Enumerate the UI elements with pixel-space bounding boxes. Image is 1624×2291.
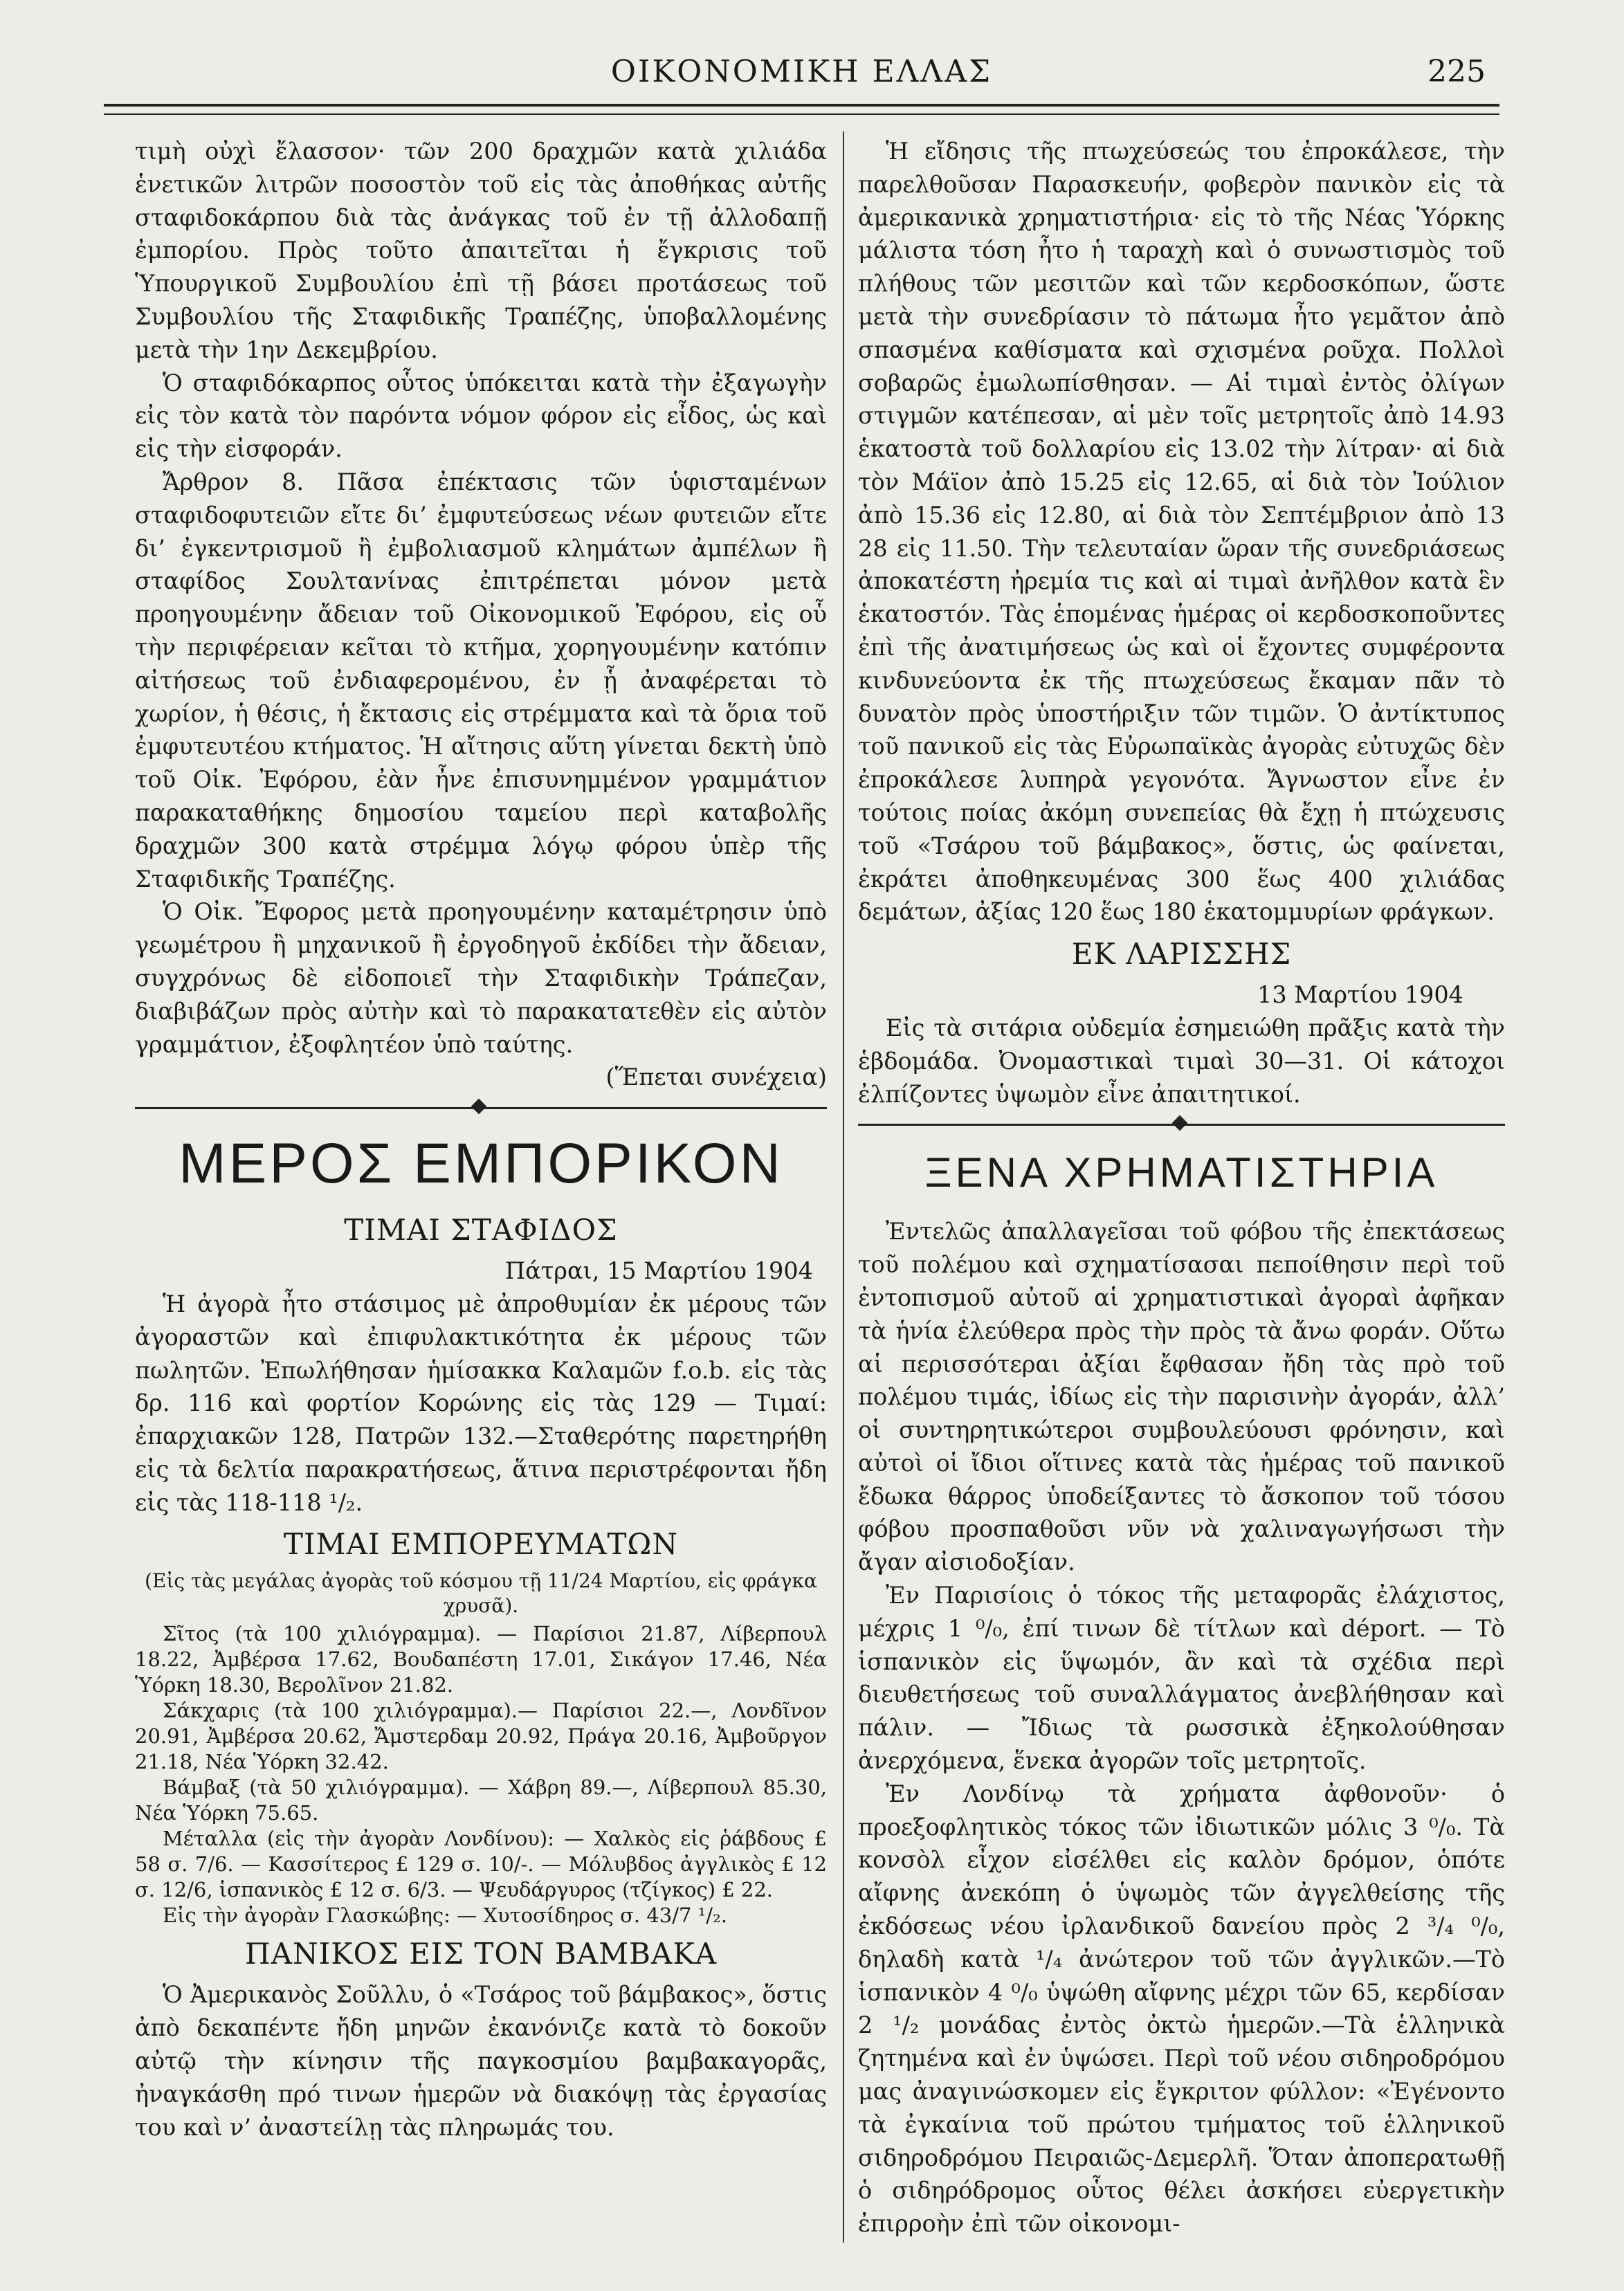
commodities-list (135, 1621, 827, 1928)
page-number: 225 (1427, 54, 1486, 89)
currants-dateline: Πάτραι, 15 Μαρτίου 1904 (504, 1257, 813, 1285)
panic-paragraph: Ὁ Ἀμερικανὸς Σοῦλλυ, ὁ «Τσάρος τοῦ βάμβακος», ὅστις ἀπὸ δεκαπέντε ἤδη μηνῶν ἐκανόνιζε κατὰ τὸ δοκοῦν αὐτῷ τὴν κίνησιν τῆς παγκοσμίου βαμβακαγορᾶς, ἠναγκάσθη πρό τινων ἡμερῶν νὰ διακόψῃ τὰς ἐργασίας του καὶ ν’ ἀναστείλῃ τὰς πληρωμάς του. (135, 1981, 827, 2141)
currants-heading: ΤΙΜΑΙ ΣΤΑΦΙΔΟΣ (344, 1213, 618, 1248)
paragraph: Ἐν Λονδίνῳ τὰ χρήματα ἀφθονοῦν· ὁ προεξοφλητικὸς τόκος τῶν ἰδιωτικῶν μόλις 3 ⁰/₀. Τὰ κονσὸλ εἶχον εἰσέλθει εἰς καλὸν δρόμον, ὁπότε αἴφνης ἀνεκόπη ὁ ὑψωμὸς τῶν ἀγγελθείσης τῆς ἐκδόσεως νέου ἰρλανδικοῦ δανείου πρὸς 2 ³/₄ ⁰/₀, δηλαδὴ κατὰ ¹/₄ ἀνώτερον τοῦ τῶν ἀγγλικῶν.—Τὸ ἱσπανικὸν 4 ⁰/₀ ὑψώθη αἴφνης μέχρι τῶν 65, κερδίσαν 2 ¹/₂ μονάδας ἐντὸς ὀκτὼ ἡμερῶν.—Τὰ ἑλληνικὰ ζητημένα καὶ ἐν ὑψώσει. Περὶ τοῦ νέου σιδηροδρόμου μας ἀναγινώσκομεν εἰς ἔγκριτον φύλλον: «Ἐγένοντο τὰ ἐγκαίνια τοῦ πρώτου τμήματος τοῦ ἑλληνικοῦ σιδηροδρόμου Πειραιῶς-Δεμερλῆ. Ὅταν ἀποπερατωθῇ ὁ σιδηρόδρομος οὗτος θέλει ἀσκήσει εὐεργετικὴν ἐπιρροὴν ἐπὶ τῶν οἰκονομι- (858, 1780, 1505, 2238)
right-column (858, 135, 1505, 2263)
bourses-heading: ΞΕΝΑ ΧΡΗΜΑΤΙΣΤΗΡΙΑ (924, 1149, 1439, 1196)
column-divider (843, 131, 844, 2243)
section-separator (858, 1115, 1505, 1135)
commodities-heading: ΤΙΜΑΙ ΕΜΠΟΡΕΥΜΑΤΩΝ (283, 1527, 679, 1562)
section-separator (135, 1098, 827, 1119)
paragraph: Ὁ σταφιδόκαρπος οὗτος ὑπόκειται κατὰ τὴν ἐξαγωγὴν εἰς τὸν κατὰ τὸν παρόντα νόμον φόρον εἰς εἶδος, ὡς καὶ εἰς τὴν εἰσφοράν. (135, 369, 827, 463)
running-header (104, 54, 1499, 102)
continued-note: (Ἕπεται συνέχεια) (605, 1064, 827, 1091)
commodity-entry: Σῖτος (τὰ 100 χιλιόγραμμα). — Παρίσιοι 21.87, Λίβερπουλ 18.22, Ἀμβέρσα 17.62, Βουδαπέστη 17.01, Σικάγον 17.46, Νέα Ὑόρκη 18.30, Βερολῖνον 21.82. (135, 1622, 827, 1697)
left-column (135, 135, 827, 2263)
larissa-date: 13 Μαρτίου 1904 (1257, 981, 1463, 1009)
section-title: ΜΕΡΟΣ ΕΜΠΟΡΙΚΟΝ (179, 1132, 783, 1196)
commodities-note: (Εἰς τὰς μεγάλας ἀγορὰς τοῦ κόσμου τῇ 11/24 Μαρτίου, εἰς φράγκα χρυσᾶ). (145, 1569, 817, 1618)
header-rule (104, 104, 1499, 115)
paragraph: Ἄρθρον 8. Πᾶσα ἐπέκτασις τῶν ὑφισταμένων σταφιδοφυτειῶν εἴτε δι’ ἐμφυτεύσεως νέων φυτειῶν εἴτε δι’ ἐγκεντρισμοῦ ἢ ἐμβολιασμοῦ κλημάτων ἀμπέλων ἢ σταφίδος Σουλτανίνας ἐπιτρέπεται μόνον μετὰ προηγουμένην ἄδειαν τοῦ Οἰκονομικοῦ Ἐφόρου, εἰς οὗ τὴν περιφέρειαν κεῖται τὸ κτῆμα, χορηγουμένην κατόπιν αἰτήσεως τοῦ ἐνδιαφερομένου, ἐν ᾗ ἀναφέρεται τὸ χωρίον, ἡ θέσις, ἡ ἔκτασις εἰς στρέμματα καὶ τὰ ὅρια τοῦ ἐμφυτευτέου κτήματος. Ἡ αἴτησις αὕτη γίνεται δεκτὴ ὑπὸ τοῦ Οἰκ. Ἐφόρου, ἐὰν ἦνε ἐπισυνημμένον γραμμάτιον παρακαταθήκης δημοσίου ταμείου περὶ καταβολῆς δραχμῶν 300 κατὰ στρέμμα λόγῳ φόρου ὑπὲρ τῆς Σταφιδικῆς Τραπέζης. (135, 468, 827, 893)
commodity-entry: Εἰς τὴν ἀγορὰν Γλασκώβης: — Χυτοσίδηρος σ. 43/7 ¹/₂. (163, 1904, 727, 1928)
publication-title: ΟΙΚΟΝΟΜΙΚΗ ΕΛΛΑΣ (610, 54, 993, 89)
paragraph: Ἡ εἴδησις τῆς πτωχεύσεώς του ἐπροκάλεσε, τὴν παρελθοῦσαν Παρασκευήν, φοβερὸν πανικὸν εἰς τὰ ἀμερικανικὰ χρηματιστήρια· εἰς τὸ τῆς Νέας Ὑόρκης μάλιστα τόση ἦτο ἡ ταραχὴ καὶ ὁ συνωστισμὸς τοῦ πλήθους τῶν μεσιτῶν καὶ τῶν κερδοσκόπων, ὥστε μετὰ τὴν συνεδρίασιν τὸ πάτωμα ἦτο γεμᾶτον ἀπὸ σπασμένα καθίσματα καὶ σχισμένα ροῦχα. Πολλοὶ σοβαρῶς ἐμωλωπίσθησαν. — Αἱ τιμαὶ ἐντὸς ὀλίγων στιγμῶν κατέπεσαν, αἱ μὲν τοῖς μετρητοῖς ἀπὸ 14.93 ἑκατοστὰ τοῦ δολλαρίου εἰς 13.02 τὴν λίτραν· αἱ διὰ τὸν Μάϊον ἀπὸ 15.25 εἰς 12.65, αἱ διὰ τὸν Ἰούλιον ἀπὸ 15.36 εἰς 12.80, αἱ διὰ τὸν Σεπτέμβριον ἀπὸ 13 28 εἰς 11.50. Τὴν τελευταίαν ὥραν τῆς συνεδριάσεως ἀποκατέστη ἠρεμία τις καὶ αἱ τιμαὶ ἀνῆλθον κατὰ ἓν ἑκατοστόν. Τὰς ἑπομένας ἡμέρας οἱ κερδοσκοποῦντες ἐπὶ τῆς ἀνατιμήσεως ὡς καὶ οἱ ἔχοντες συμφέροντα κινδυνεύοντα ἐκ τῆς πτωχεύσεως ἔκαμαν πᾶν τὸ δυνατὸν πρὸς ὑποστήριξιν τῶν τιμῶν. Ὁ ἀντίκτυπος τοῦ πανικοῦ εἰς τὰς Εὐρωπαϊκὰς ἀγορὰς εὐτυχῶς δὲν ἐπροκάλεσε λυπηρὰ γεγονότα. Ἄγνωστον εἶνε ἐν τούτοις ποίας ἀκόμη συνεπείας θὰ ἔχῃ ἡ πτώχευσις τοῦ «Τσάρου τοῦ βάμβακος», ὅστις, ὡς φαίνεται, ἐκράτει ἀποθηκευμένας 300 ἕως 400 χιλιάδας δεμάτων, ἀξίας 120 ἕως 180 ἑκατομμυρίων φράγκων. (858, 138, 1505, 926)
commodity-entry: Βάμβαξ (τὰ 50 χιλιόγραμμα). — Χάβρη 89.—, Λίβερπουλ 85.30, Νέα Ὑόρκη 75.65. (135, 1776, 827, 1825)
commodity-entry: Μέταλλα (εἰς τὴν ἀγορὰν Λονδίνου): — Χαλκὸς εἰς ῥάβδους £ 58 σ. 7/6. — Κασσίτερος £ 129 σ. 10/-. — Μόλυβδος ἀγγλικὸς £ 12 σ. 12/6, ἱσπανικὸς £ 12 σ. 6/3. — Ψευδάργυρος (τζίγκος) £ 22. (135, 1827, 827, 1902)
paragraph: Ἐντελῶς ἀπαλλαγεῖσαι τοῦ φόβου τῆς ἐπεκτάσεως τοῦ πολέμου καὶ σχηματίσασαι πεποίθησιν περὶ τοῦ ἐντοπισμοῦ αὐτοῦ αἱ χρηματιστικαὶ ἀγοραὶ ἀφῆκαν τὰ ἡνία ἐλεύθερα πρὸς τὴν πρὸς τὰ ἄνω φοράν. Οὕτω αἱ περισσότεραι ἀξίαι ἔφθασαν ἤδη τὰς πρὸ τοῦ πολέμου τιμάς, ἰδίως εἰς τὴν παρισινὴν ἀγοράν, ἀλλ’ οἱ συντηρητικώτεροι συμβουλεύουσι φρόνησιν, καὶ αὐτοὶ οἱ ἴδιοι οἵτινες κατὰ τὰς ἡμέρας τοῦ πανικοῦ ἔδωκα θάρρος ὑποδείξαντες τὸ ἄσκοπον τοῦ τόσου φόβου προσπαθοῦσι νῦν νὰ χαλιναγωγήσωσι τὴν ἄγαν αἰσιοδοξίαν. (858, 1218, 1505, 1576)
panic-heading: ΠΑΝΙΚΟΣ ΕΙΣ ΤΟΝ ΒΑΜΒΑΚΑ (244, 1937, 718, 1971)
paragraph: τιμὴ οὐχὶ ἔλασσον· τῶν 200 δραχμῶν κατὰ χιλιάδα ἑνετικῶν λιτρῶν ποσοστὸν τοῦ εἰς τὰς ἀποθήκας αὐτῆς σταφιδοκάρπου διὰ τὰς ἀνάγκας τοῦ ἐν τῇ ἀλλοδαπῇ ἐμπορίου. Πρὸς τοῦτο ἀπαιτεῖται ἡ ἔγκρισις τοῦ Ὑπουργικοῦ Συμβουλίου ἐπὶ τῇ βάσει προτάσεως τοῦ Συμβουλίου τῆς Σταφιδικῆς Τραπέζης, ὑποβαλλομένης μετὰ τὴν 1ην Δεκεμβρίου. (135, 138, 827, 363)
larissa-heading: ΕΚ ΛΑΡΙΣΣΗΣ (1071, 937, 1292, 971)
paragraph: Ὁ Οἰκ. Ἔφορος μετὰ προηγουμένην καταμέτρησιν ὑπὸ γεωμέτρου ἢ μηχανικοῦ ἢ ἐργοδηγοῦ ἐκδίδει τὴν ἄδειαν, συγχρόνως δὲ εἰδοποιεῖ τὴν Σταφιδικὴν Τράπεζαν, διαβιβάζων πρὸς αὐτὴν καὶ τὸ παρακατατεθὲν εἰς αὐτὸν γραμμάτιον, ἐξοφλητέον ὑπὸ ταύτης. (135, 898, 827, 1058)
commodity-entry: Σάκχαρις (τὰ 100 χιλιόγραμμα).— Παρίσιοι 22.—, Λονδῖνον 20.91, Ἀμβέρσα 20.62, Ἄμστερδαμ 20.92, Πράγα 20.16, Ἀμβοῦργον 21.18, Νέα Ὑόρκη 32.42. (135, 1699, 827, 1774)
larissa-paragraph: Εἰς τὰ σιτάρια οὐδεμία ἐσημειώθη πρᾶξις κατὰ τὴν ἑβδομάδα. Ὀνομαστικαὶ τιμαὶ 30—31. Οἱ κάτοχοι ἐλπίζοντες ὑψωμὸν εἶνε ἀπαιτητικοί. (858, 1014, 1505, 1108)
currants-paragraph: Ἡ ἀγορὰ ἦτο στάσιμος μὲ ἀπροθυμίαν ἐκ μέρους τῶν ἀγοραστῶν καὶ ἐπιφυλακτικότητα ἐκ μέρους τῶν πωλητῶν. Ἐπωλήθησαν ἡμίσακκα Καλαμῶν f.o.b. εἰς τὰς δρ. 116 καὶ φορτίον Κορώνης εἰς τὰς 129 — Τιμαί: ἐπαρχιακῶν 128, Πατρῶν 132.—Σταθερότης παρετηρήθη εἰς τὰ δελτία παρακρατήσεως, ἅτινα περιστρέφονται ἤδη εἰς τὰς 118-118 ¹/₂. (135, 1290, 827, 1516)
paragraph: Ἐν Παρισίοις ὁ τόκος τῆς μεταφορᾶς ἐλάχιστος, μέχρις 1 ⁰/₀, ἐπί τινων δὲ τίτλων καὶ déport. — Τὸ ἱσπανικὸν εἰς ὕψωμόν, ἂν καὶ τὰ σχέδια περὶ διευθετήσεως τοῦ συναλλάγματος ἀνεβλήθησαν καὶ πάλιν. — Ἴδιως τὰ ρωσσικὰ ἐξηκολούθησαν ἀνερχόμενα, ἕνεκα ἀγορῶν τοῖς μετρητοῖς. (858, 1582, 1505, 1775)
